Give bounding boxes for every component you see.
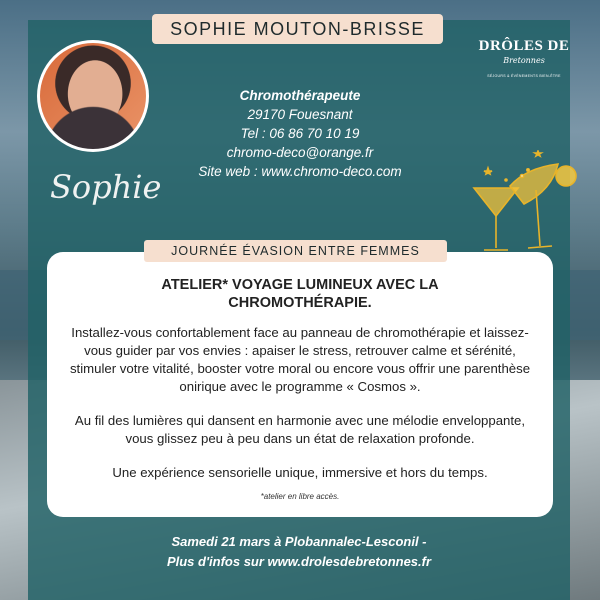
avatar [37, 40, 149, 152]
contact-block [182, 86, 418, 181]
event-paragraph-3: Une expérience sensorielle unique, immersive et hors du temps. [112, 465, 488, 480]
brand-logo [478, 38, 570, 78]
event-card [47, 252, 553, 517]
email-text: chromo-deco@orange.fr [226, 145, 374, 160]
city-text: 29170 Fouesnant [247, 107, 353, 122]
brand-tagline: SÉJOURS & ÉVÉNEMENTS BIEN-ÊTRE [487, 74, 561, 78]
avatar-photo [40, 43, 146, 149]
role-text: Chromothérapeute [239, 88, 361, 103]
event-note: *atelier en libre accès. [260, 492, 340, 501]
footer [28, 532, 570, 572]
name-banner: SOPHIE MOUTON-BRISSE [152, 14, 443, 44]
event-paragraph-2: Au fil des lumières qui dansent en harmonie avec une mélodie enveloppante, vous glissez peu à peu dans un état de relaxation profonde. [74, 413, 526, 446]
footer-date: Samedi 21 mars à Plobannalec-Lesconil - [171, 534, 427, 549]
brand-title: DRÔLES DE [478, 38, 570, 54]
event-title: ATELIER* VOYAGE LUMINEUX AVEC LA CHROMOTHÉRAPIE. [161, 277, 439, 311]
website-text: Site web : www.chromo-deco.com [198, 164, 402, 179]
brand-subtitle: Bretonnes [503, 56, 545, 65]
phone-text: Tel : 06 86 70 10 19 [240, 126, 360, 141]
footer-website: Plus d'infos sur www.drolesdebretonnes.fr [166, 554, 432, 569]
cocktail-glasses-icon [466, 150, 586, 260]
signature: Sophie [50, 168, 162, 206]
event-label-banner: JOURNÉE ÉVASION ENTRE FEMMES [144, 240, 447, 262]
event-paragraph-1: Installez-vous confortablement face au panneau de chromothérapie et laissez-vous guider par vos envies : apaiser le stress, retrouver calme et sérénité, stimuler votre vitalité, booster votre moral ou encore vous offrir une parenthèse onirique avec le programme « Cosmos ». [69, 325, 531, 394]
